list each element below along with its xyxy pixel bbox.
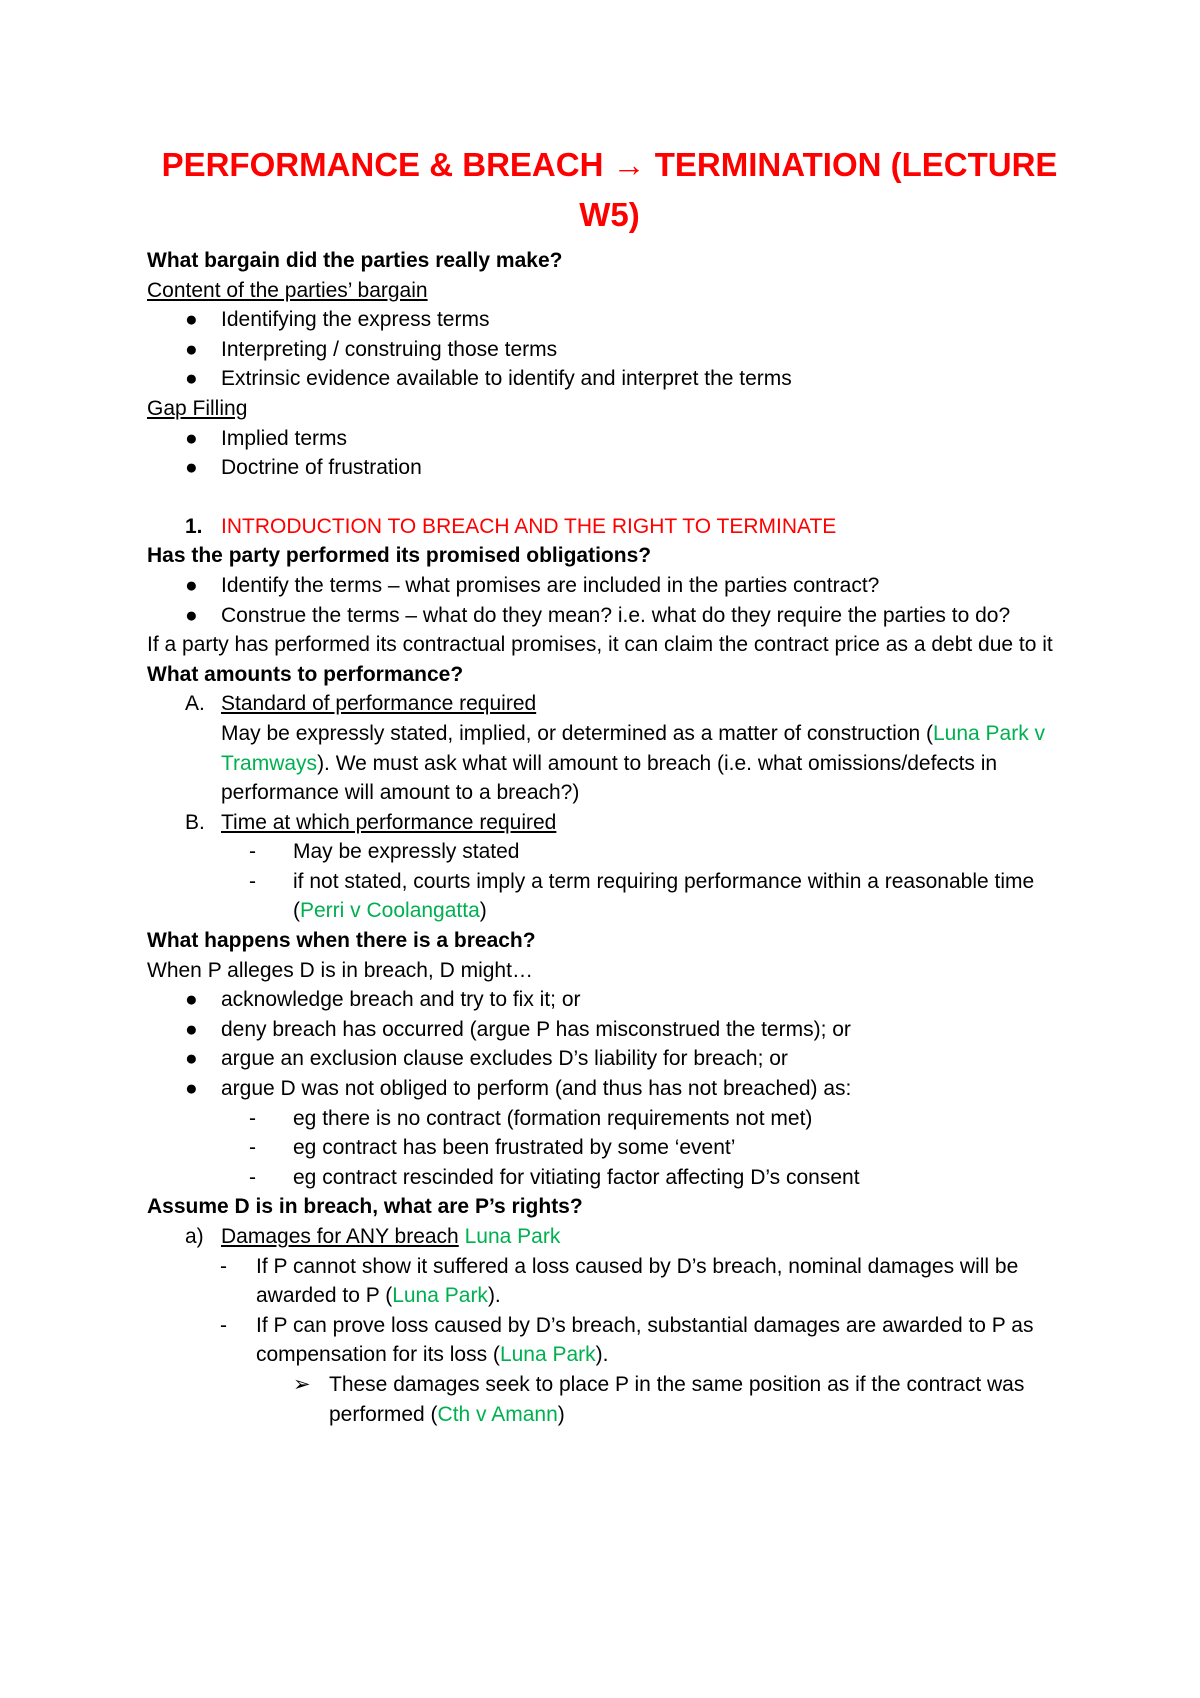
question-rights: Assume D is in breach, what are P’s rights? bbox=[147, 1195, 583, 1219]
dash-item: - If P can prove loss caused by D’s breach, substantial damages are awarded to P as compensation for its loss (Luna Park). bbox=[147, 1311, 1072, 1370]
bullet-icon: ● bbox=[185, 308, 198, 332]
list-item: ● Identify the terms – what promises are included in the parties contract? bbox=[147, 571, 1072, 601]
list-item-b bbox=[147, 808, 1072, 838]
list-item: ● acknowledge breach and try to fix it; or bbox=[147, 985, 1072, 1015]
list-heading: Time at which performance required bbox=[221, 810, 557, 834]
bullet-icon: ● bbox=[185, 337, 198, 361]
list-item-a bbox=[147, 1222, 1072, 1252]
case-citation: Luna Park bbox=[392, 1284, 488, 1308]
dash-icon: - bbox=[220, 1254, 227, 1278]
bullet-icon: ● bbox=[185, 1047, 198, 1071]
document-title: PERFORMANCE & BREACH → TERMINATION (LECTURE W5) bbox=[161, 146, 1058, 233]
list-item: ● argue an exclusion clause excludes D’s liability for breach; or bbox=[147, 1044, 1072, 1074]
list-item: ● Interpreting / construing those terms bbox=[147, 335, 1072, 365]
debt-paragraph: If a party has performed its contractual promises, it can claim the contract price as a debt due to it bbox=[147, 633, 1053, 657]
dash-item: - eg contract has been frustrated by some ‘event’ bbox=[147, 1133, 1072, 1163]
list-heading: Damages for ANY breach bbox=[221, 1225, 459, 1248]
list-item: ● Extrinsic evidence available to identify and interpret the terms bbox=[147, 364, 1072, 394]
bullet-icon: ● bbox=[185, 573, 198, 597]
case-citation: Perri v Coolangatta bbox=[300, 899, 480, 923]
bullet-icon: ● bbox=[185, 1077, 198, 1101]
breach-intro: When P alleges D is in breach, D might… bbox=[147, 958, 533, 982]
arrow-bullet-icon: ➢ bbox=[293, 1372, 311, 1396]
list-item: ● Construe the terms – what do they mean? i.e. what do they require the parties to do? bbox=[147, 601, 1072, 631]
list-item: ● argue D was not obliged to perform (and thus has not breached) as: bbox=[147, 1074, 1072, 1104]
list-item: ● Doctrine of frustration bbox=[147, 453, 1072, 483]
bullet-icon: ● bbox=[185, 426, 198, 450]
dash-icon: - bbox=[249, 1136, 256, 1160]
section-title: INTRODUCTION TO BREACH AND THE RIGHT TO TERMINATE bbox=[221, 514, 837, 538]
section-number: 1. bbox=[185, 514, 203, 538]
bullet-icon: ● bbox=[185, 603, 198, 627]
dash-item: - if not stated, courts imply a term requiring performance within a reasonable time (Perri v Coolangatta) bbox=[147, 867, 1072, 926]
arrow-item: ➢ These damages seek to place P in the same position as if the contract was performed (Cth v Amann) bbox=[147, 1370, 1072, 1429]
list-item: ● Identifying the express terms bbox=[147, 305, 1072, 335]
case-citation: Cth v Amann bbox=[437, 1402, 558, 1426]
dash-icon: - bbox=[220, 1313, 227, 1337]
case-citation: Luna Park bbox=[464, 1225, 561, 1248]
dash-item: - May be expressly stated bbox=[147, 837, 1072, 867]
standard-paragraph: May be expressly stated, implied, or determined as a matter of construction (Luna Park v Tramways). We must ask what will amount to breach (i.e. what omissions/defects in performance will amount to a breach?) bbox=[221, 721, 1046, 805]
document-body bbox=[147, 140, 1072, 1429]
question-breach: What happens when there is a breach? bbox=[147, 929, 536, 953]
list-item: ● Implied terms bbox=[147, 424, 1072, 454]
list-heading: Standard of performance required bbox=[221, 692, 537, 716]
content-heading: Content of the parties’ bargain bbox=[147, 278, 428, 302]
dash-icon: - bbox=[249, 1165, 256, 1189]
section-heading bbox=[147, 512, 1072, 542]
case-citation: Luna Park v Tramways bbox=[221, 721, 1046, 775]
list-letter: B. bbox=[185, 810, 205, 834]
list-letter: a) bbox=[185, 1225, 204, 1248]
dash-icon: - bbox=[249, 840, 256, 864]
gap-filling-heading: Gap Filling bbox=[147, 396, 248, 420]
list-letter: A. bbox=[185, 692, 205, 716]
bullet-icon: ● bbox=[185, 456, 198, 480]
bullet-icon: ● bbox=[185, 1017, 198, 1041]
list-item: ● deny breach has occurred (argue P has misconstrued the terms); or bbox=[147, 1015, 1072, 1045]
dash-item: - If P cannot show it suffered a loss caused by D’s breach, nominal damages will be awarded to P (Luna Park). bbox=[147, 1252, 1072, 1311]
case-citation: Luna Park bbox=[499, 1343, 596, 1367]
dash-item: - eg there is no contract (formation requirements not met) bbox=[147, 1104, 1072, 1134]
spacer bbox=[147, 483, 1072, 512]
bullet-icon: ● bbox=[185, 367, 198, 391]
question-amounts: What amounts to performance? bbox=[147, 662, 464, 686]
list-item-a bbox=[147, 689, 1072, 719]
dash-icon: - bbox=[249, 869, 256, 893]
dash-item: - eg contract rescinded for vitiating factor affecting D’s consent bbox=[147, 1163, 1072, 1193]
question-bargain: What bargain did the parties really make? bbox=[147, 249, 563, 272]
bullet-icon: ● bbox=[185, 988, 198, 1012]
dash-icon: - bbox=[249, 1106, 256, 1130]
question-performed: Has the party performed its promised obligations? bbox=[147, 544, 652, 568]
